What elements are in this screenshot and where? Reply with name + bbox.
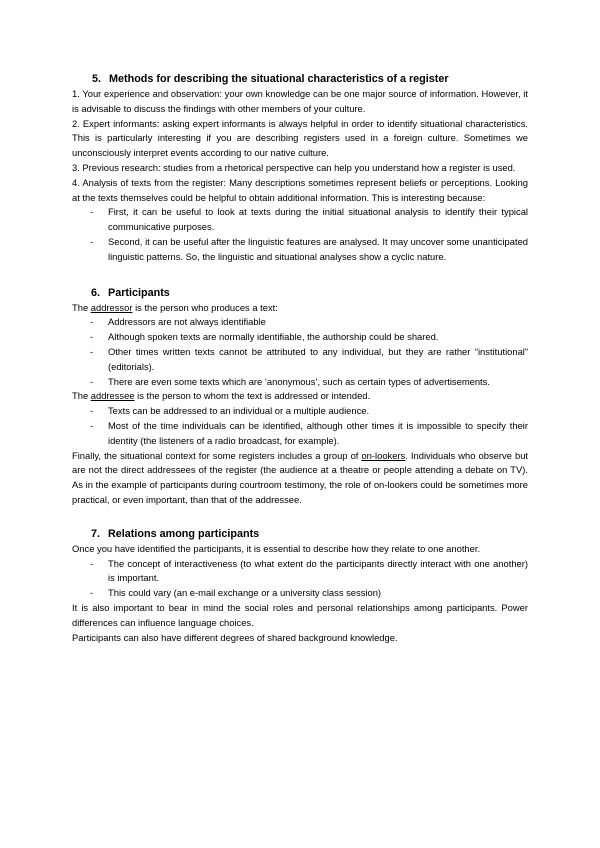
list-item-text: This could vary (an e-mail exchange or a university class session) [108, 587, 382, 599]
dash-bullet-icon: - [90, 235, 94, 247]
section-7-background-paragraph: Participants can also have different degrees of shared background knowledge. [72, 631, 398, 643]
section-6-title: Participants [108, 286, 170, 299]
list-item [72, 330, 528, 345]
list-item [72, 419, 528, 449]
dash-bullet-icon: - [90, 405, 94, 417]
section-5-number: 5. [92, 73, 102, 85]
addressee-definition: The addressee is the person to whom the text is addressed or intended. [72, 390, 371, 402]
section-6-heading [72, 286, 528, 301]
list-item-text: Second, it can be useful after the linguistic features are analysed. It may uncover some unanticipated linguistic patterns. So, the linguistic and situational analyses show a cyclic nature. [108, 235, 528, 262]
addressee-bullet-list [72, 404, 528, 448]
onlookers-term: on-lookers [361, 449, 406, 461]
document-body [72, 72, 528, 645]
section-5-paragraph-1: 1. Your experience and observation: your own knowledge can be one major source of information. However, it is advisable to discuss the findings with other members of your culture. [72, 88, 528, 114]
section-5-title: Methods for describing the situational characteristics of a register [109, 73, 449, 85]
section-7-social-roles-paragraph: It is also important to bear in mind the social roles and personal relationships among participants. Power differences can influence language choices. [72, 601, 528, 628]
section-7-intro: Once you have identified the participants, it is essential to describe how they relate to one another. [72, 542, 481, 554]
list-item-text: Although spoken texts are normally identifiable, the authorship could be shared. [108, 331, 439, 343]
section-5-paragraph-3: 3. Previous research: studies from a rhetorical perspective can help you understand how a register is used. [72, 161, 516, 173]
list-item-text: Addressors are not always identifiable [108, 316, 266, 328]
section-5-paragraph-2: 2. Expert informants: asking expert informants is always helpful in order to identify situational characteristics. This is particularly interesting if you are describing registers used in a foreign culture. Sometimes we unconsciously interpret events according to our native culture. [72, 117, 528, 159]
list-item [72, 557, 528, 587]
addressee-term: addressee [90, 390, 135, 402]
section-5-paragraph-4: 4. Analysis of texts from the register: Many descriptions sometimes represent beliefs or perceptions. Looking at the texts themselves could be helpful to obtain additional information. This is interesting because: [72, 176, 528, 203]
addressor-definition: The addressor is the person who produces a text: [72, 301, 278, 313]
list-item [72, 235, 528, 265]
list-item [72, 205, 528, 235]
addressor-term: addressor [90, 301, 133, 313]
section-7-bullet-list [72, 557, 528, 601]
section-5-bullet-list [72, 205, 528, 264]
dash-bullet-icon: - [90, 331, 94, 343]
list-item-text: Most of the time individuals can be identified, although other times it is impossible to specify their identity (the listeners of a radio broadcast, for example). [108, 419, 528, 446]
section-7-number: 7. [91, 527, 101, 540]
list-item-text: Texts can be addressed to an individual or a multiple audience. [108, 405, 370, 417]
dash-bullet-icon: - [90, 345, 94, 357]
section-7-title: Relations among participants [108, 527, 260, 540]
list-item-text: First, it can be useful to look at texts during the initial situational analysis to identify their typical communicative purposes. [108, 206, 528, 233]
list-item [72, 345, 528, 375]
list-item [72, 315, 528, 330]
list-item-text: There are even some texts which are ‘anonymous’, such as certain types of advertisements. [108, 375, 490, 387]
onlookers-paragraph: Finally, the situational context for some registers includes a group of on-lookers. Individuals who observe but are not the direct addressees of the register (the audience at a theatre or people attending a debate on TV). As in the example of participants during courtroom testimony, the role of on-lookers could be sometimes more practical, or even important, than that of the addressee. [72, 449, 529, 505]
dash-bullet-icon: - [90, 587, 94, 599]
list-item [72, 404, 528, 419]
dash-bullet-icon: - [90, 206, 94, 218]
section-5-heading [72, 72, 528, 87]
list-item [72, 586, 528, 601]
dash-bullet-icon: - [90, 419, 94, 431]
section-6-number: 6. [91, 286, 101, 299]
list-item-text: The concept of interactiveness (to what extent do the participants directly interact with one another) is important. [108, 557, 528, 584]
list-item-text: Other times written texts cannot be attributed to any individual, but they are rather “institutional” (editorials). [108, 345, 528, 372]
dash-bullet-icon: - [90, 375, 94, 387]
section-7-heading [72, 527, 528, 542]
dash-bullet-icon: - [90, 316, 94, 328]
dash-bullet-icon: - [90, 557, 94, 569]
list-item [72, 375, 528, 390]
addressor-bullet-list [72, 315, 528, 389]
